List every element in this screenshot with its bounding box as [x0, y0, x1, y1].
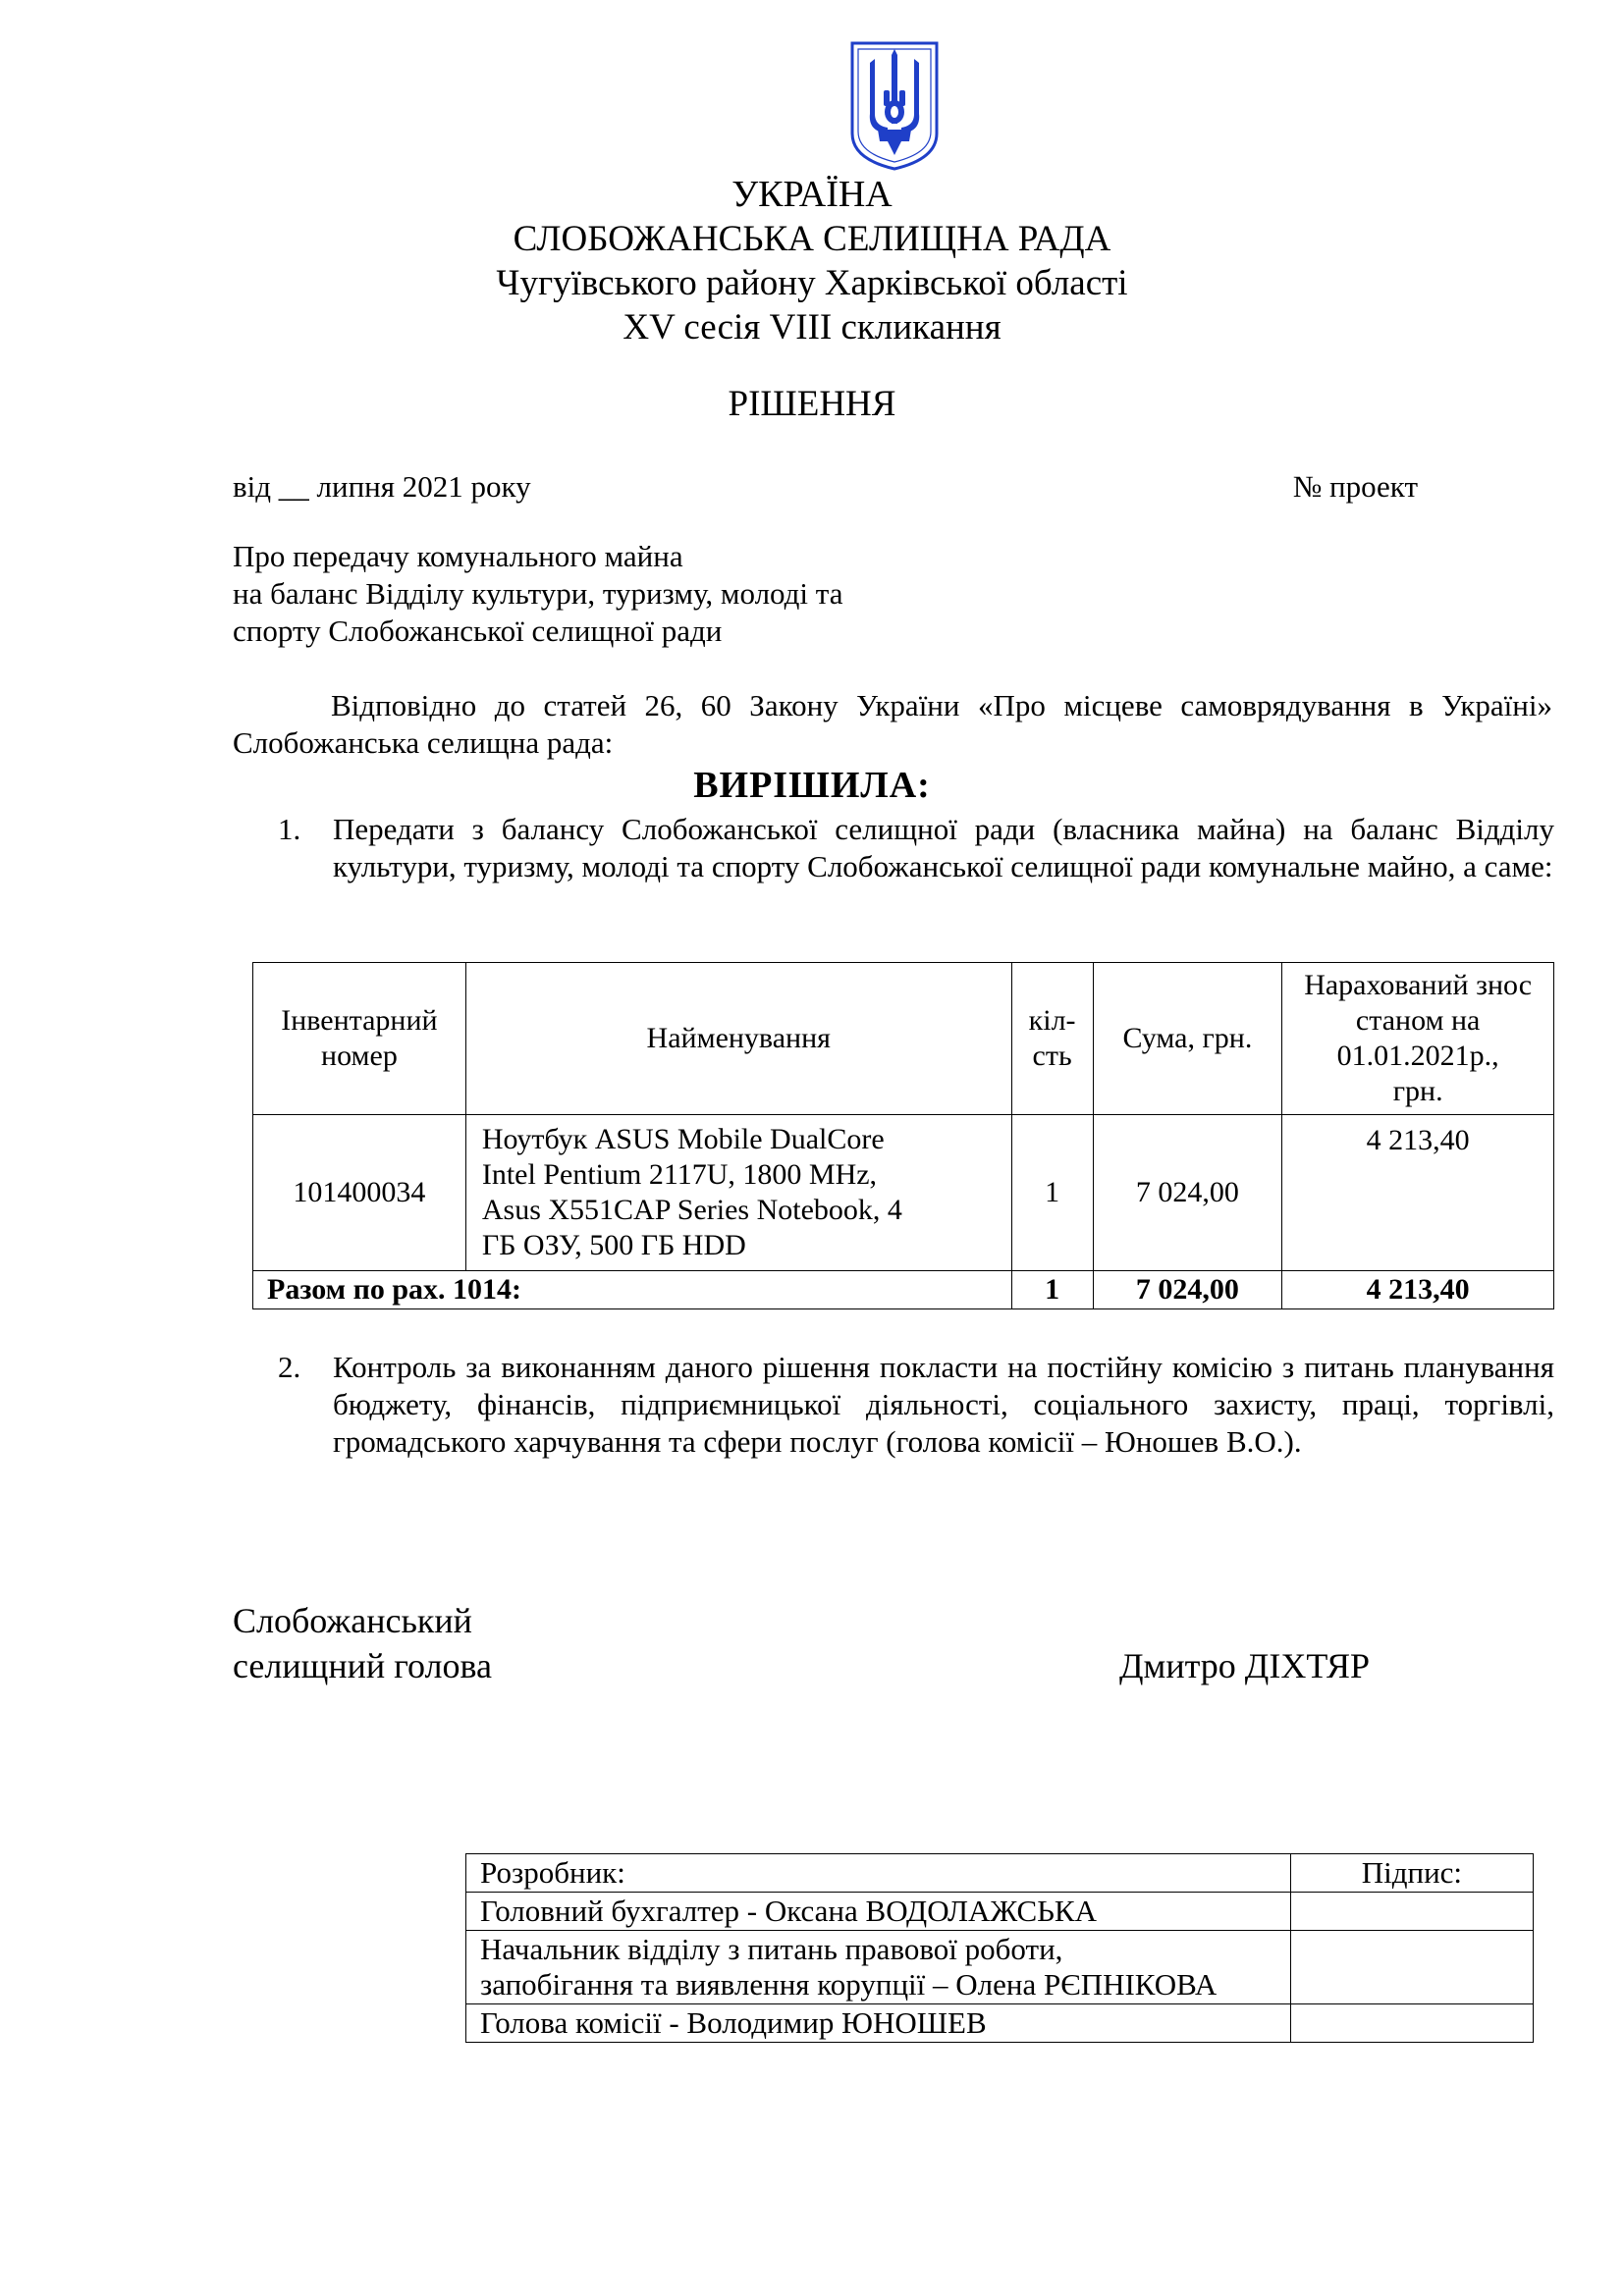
- signatory-position: Слобожанський селищний голова: [233, 1601, 493, 1685]
- council-name: СЛОБОЖАНСЬКА СЕЛИЩНА РАДА: [513, 219, 1111, 259]
- approvals-header-signature: Підпис:: [1290, 1854, 1533, 1893]
- approver-signature-cell: [1290, 1931, 1533, 2004]
- approvals-row: [466, 1893, 1534, 1931]
- signatory-name: Дмитро ДІХТЯР: [1119, 1646, 1370, 1685]
- approvals-header-developer: Розробник:: [466, 1854, 1291, 1893]
- header-quantity: кіл- сть: [1011, 963, 1093, 1115]
- subject-line: на баланс Відділу культури, туризму, молоді та: [233, 576, 843, 611]
- item-text: Контроль за виконанням даного рішення покласти на постійну комісію з питань планування бюджету, фінансів, підприємницької діяльності, соціального захисту, праці, торгівлі, громадського харчування та сфери послуг (голова комісії – Юношев В.О.).: [333, 1350, 1554, 1459]
- approver-signature-cell: [1290, 2004, 1533, 2043]
- preamble-text: Відповідно до статей 26, 60 Закону України «Про місцеве самоврядування в Україні» Слобожанська селищна рада:: [233, 688, 1552, 760]
- subject-line: спорту Слобожанської селищної ради: [233, 614, 723, 648]
- table-total-row: [253, 1271, 1554, 1309]
- decided-heading: ВИРІШИЛА:: [693, 765, 931, 806]
- item-marker: 1.: [278, 812, 301, 846]
- approvals-row: [466, 1931, 1534, 2004]
- table-header-row: [253, 963, 1554, 1115]
- subject: [233, 538, 842, 650]
- item-text: Передати з балансу Слобожанської селищної ради (власника майна) на баланс Відділу культури, туризму, молоді та спорту Слобожанської селищної ради комунальне майно, а саме:: [333, 812, 1554, 883]
- document-title: РІШЕННЯ: [728, 384, 896, 424]
- decision-item-1: [278, 811, 1554, 885]
- document-number: № проект: [1292, 469, 1418, 504]
- approvals-row: [466, 2004, 1534, 2043]
- total-label: Разом по рах. 1014:: [253, 1271, 1012, 1309]
- country-name: УКРАЇНА: [731, 174, 893, 215]
- total-depreciation: 4 213,40: [1282, 1271, 1554, 1309]
- cell-inventory-number: 101400034: [253, 1115, 466, 1271]
- approver-name: Голова комісії - Володимир ЮНОШЕВ: [466, 2004, 1291, 2043]
- decision-item-2: [278, 1349, 1554, 1461]
- total-sum: 7 024,00: [1093, 1271, 1282, 1309]
- session-name: XV сесія VIII скликання: [623, 307, 1001, 347]
- approver-name: Головний бухгалтер - Оксана ВОДОЛАЖСЬКА: [466, 1893, 1291, 1931]
- item-marker: 2.: [278, 1350, 301, 1384]
- header: [0, 173, 1624, 349]
- header-sum: Сума, грн.: [1093, 963, 1282, 1115]
- table-row: [253, 1115, 1554, 1271]
- cell-depreciation: 4 213,40: [1282, 1115, 1554, 1271]
- cell-name: Ноутбук ASUS Mobile DualCore Intel Pentium 2117U, 1800 MHz, Asus X551CAP Series Notebook, 4 ГБ ОЗУ, 500 ГБ HDD: [465, 1115, 1011, 1271]
- approvals-header-row: [466, 1854, 1534, 1893]
- cell-quantity: 1: [1011, 1115, 1093, 1271]
- approver-signature-cell: [1290, 1893, 1533, 1931]
- date-row: [233, 469, 1418, 505]
- document-date: від __ липня 2021 року: [233, 469, 531, 504]
- subject-line: Про передачу комунального майна: [233, 539, 683, 573]
- approver-name: Начальник відділу з питань правової роботи, запобігання та виявлення корупції – Олена РЄПНІКОВА: [466, 1931, 1291, 2004]
- coat-of-arms-emblem: [848, 39, 941, 173]
- header-depreciation: Нарахований знос станом на 01.01.2021р., грн.: [1282, 963, 1554, 1115]
- district-name: Чугуївського району Харківської області: [496, 263, 1128, 303]
- total-quantity: 1: [1011, 1271, 1093, 1309]
- approvals-table: [465, 1853, 1534, 2043]
- cell-sum: 7 024,00: [1093, 1115, 1282, 1271]
- header-name: Найменування: [465, 963, 1011, 1115]
- header-inventory-number: Інвентарний номер: [253, 963, 466, 1115]
- assets-table: [252, 962, 1554, 1309]
- preamble: [233, 687, 1552, 762]
